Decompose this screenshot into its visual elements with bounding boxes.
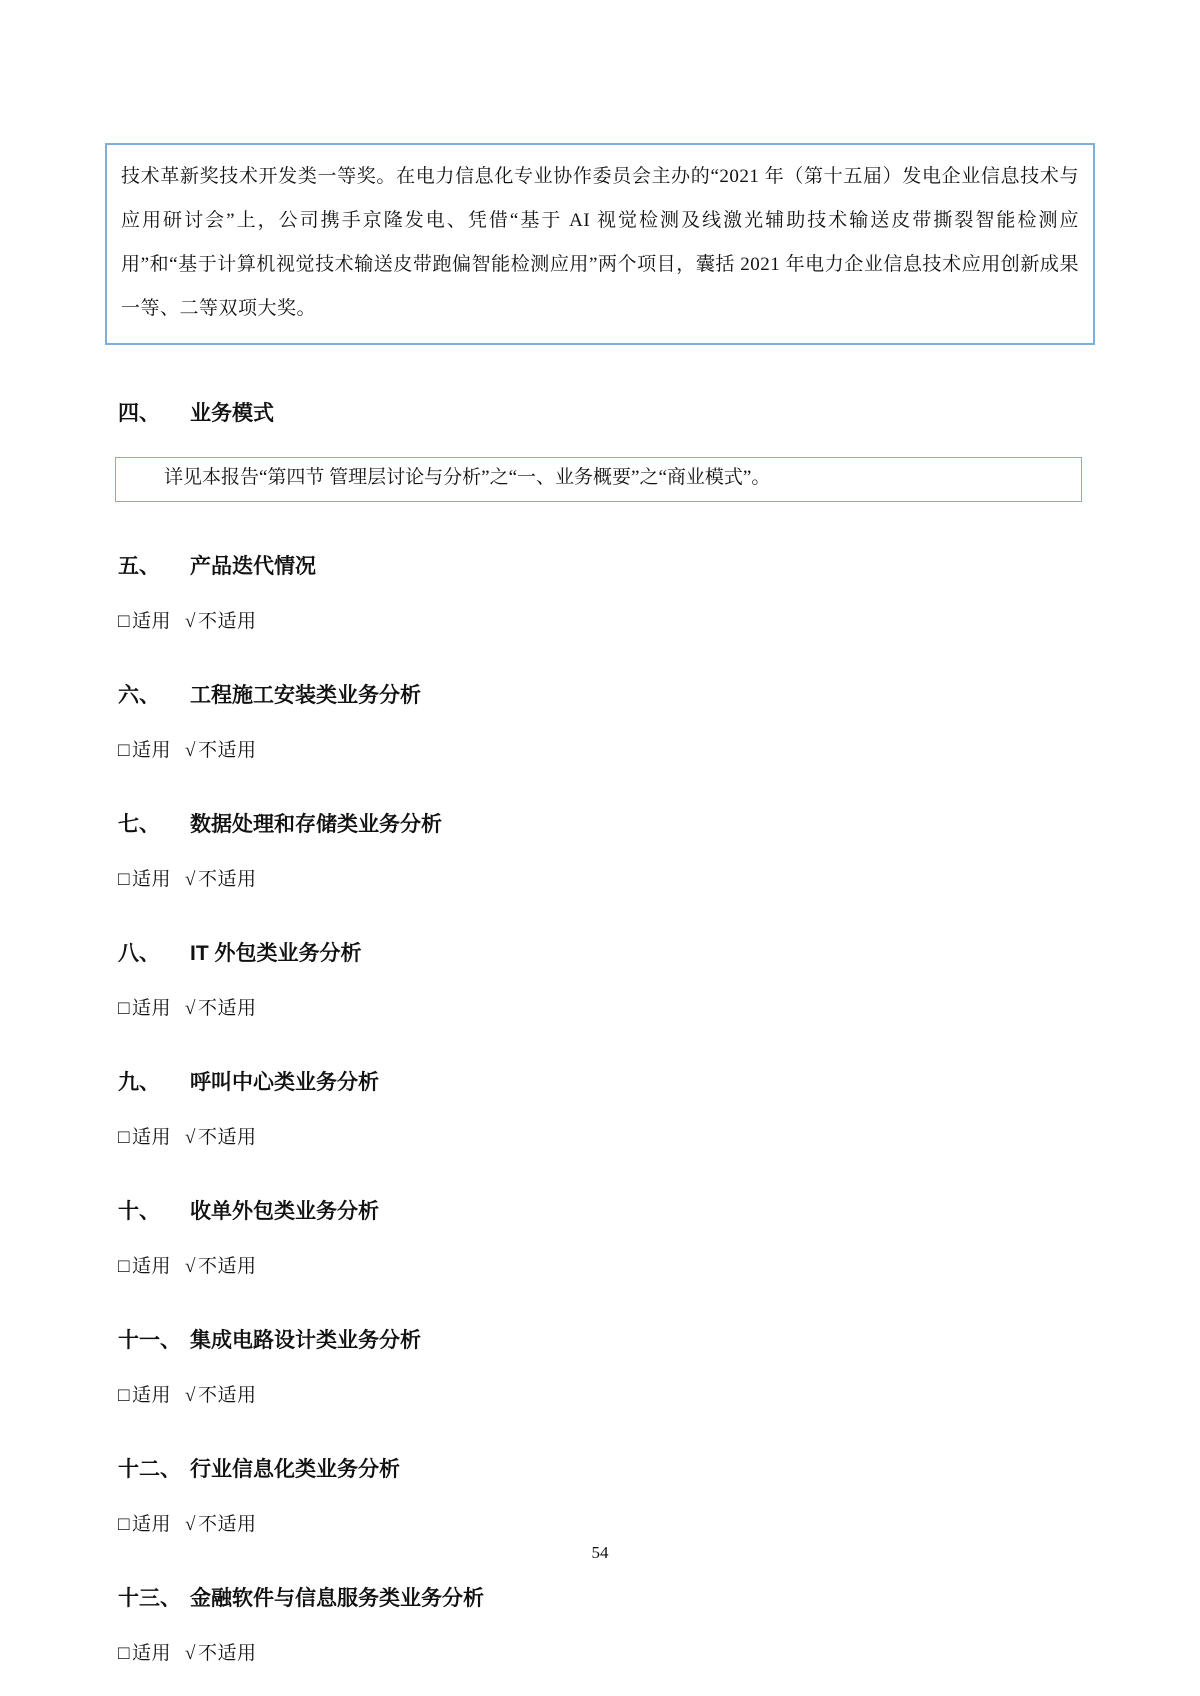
checkmark-icon: √ — [185, 868, 196, 890]
report-section — [105, 679, 1095, 762]
section-number: 八、 — [118, 941, 160, 965]
checkmark-icon: √ — [185, 610, 196, 632]
section-heading — [105, 550, 1095, 580]
applicability-line — [105, 1251, 1095, 1278]
page-number — [0, 1543, 1200, 1563]
section-title: 产品迭代情况 — [190, 554, 316, 578]
section-title: 行业信息化类业务分析 — [190, 1457, 400, 1481]
section-heading — [105, 937, 1095, 967]
checkmark-icon: √ — [185, 1513, 196, 1535]
applicable-label: 适用 — [131, 610, 171, 632]
section-number: 十一、 — [118, 1328, 181, 1352]
applicability-line — [105, 1380, 1095, 1407]
section-title: 收单外包类业务分析 — [190, 1199, 379, 1223]
applicability-line — [105, 1509, 1095, 1536]
checkmark-icon: √ — [185, 739, 196, 761]
applicable-label: 适用 — [131, 997, 171, 1019]
section-title: 集成电路设计类业务分析 — [190, 1328, 421, 1352]
section-title: 工程施工安装类业务分析 — [190, 683, 421, 707]
award-paragraph-box — [105, 143, 1095, 345]
not-applicable-label: 不适用 — [197, 610, 257, 632]
applicable-label: 适用 — [131, 1126, 171, 1148]
applicable-label: 适用 — [131, 868, 171, 890]
report-section — [105, 937, 1095, 1020]
section-heading — [105, 1453, 1095, 1483]
report-section — [105, 1324, 1095, 1407]
section-heading-business-model — [105, 397, 1095, 427]
section-heading — [105, 808, 1095, 838]
checkmark-icon: √ — [185, 1255, 196, 1277]
applicable-label: 适用 — [131, 739, 171, 761]
section-number: 四、 — [118, 402, 160, 426]
section-number: 九、 — [118, 1070, 160, 1094]
section-number: 十三、 — [118, 1586, 181, 1610]
section-title: 数据处理和存储类业务分析 — [190, 812, 442, 836]
section-heading — [105, 679, 1095, 709]
checkmark-icon: √ — [185, 1384, 196, 1406]
section-title: 呼叫中心类业务分析 — [190, 1070, 379, 1094]
not-applicable-label: 不适用 — [197, 1384, 257, 1406]
section-number: 十二、 — [118, 1457, 181, 1481]
section-heading — [105, 1324, 1095, 1354]
unchecked-checkbox-icon: □ — [118, 1642, 130, 1664]
checkmark-icon: √ — [185, 1642, 196, 1664]
page-number-value: 54 — [591, 1543, 609, 1562]
checkmark-icon: √ — [185, 997, 196, 1019]
section-title: 金融软件与信息服务类业务分析 — [190, 1586, 484, 1610]
unchecked-checkbox-icon: □ — [118, 1126, 130, 1148]
not-applicable-label: 不适用 — [197, 1255, 257, 1277]
section-number: 六、 — [118, 683, 160, 707]
report-section — [105, 1453, 1095, 1536]
not-applicable-label: 不适用 — [197, 739, 257, 761]
section-title: IT 外包类业务分析 — [190, 941, 362, 965]
award-paragraph-text: 技术革新奖技术开发类一等奖。在电力信息化专业协作委员会主办的“2021 年（第十五届）发电企业信息技术与应用研讨会”上，公司携手京隆发电、凭借“基于 AI 视觉检测及线激光辅助技术输送皮带撕裂智能检测应用”和“基于计算机视觉技术输送皮带跑偏智能检测应用”两个项目，囊括 2021 年电力企业信息技术应用创新成果一等、二等双项大奖。 — [121, 166, 1079, 320]
applicability-line — [105, 993, 1095, 1020]
section-title: 业务模式 — [190, 402, 274, 426]
section-number: 十、 — [118, 1199, 160, 1223]
report-section — [105, 1582, 1095, 1665]
unchecked-checkbox-icon: □ — [118, 997, 130, 1019]
section-heading — [105, 1195, 1095, 1225]
applicability-line — [105, 1638, 1095, 1665]
report-section — [105, 1195, 1095, 1278]
applicability-line — [105, 864, 1095, 891]
not-applicable-label: 不适用 — [197, 868, 257, 890]
report-section — [105, 808, 1095, 891]
applicable-label: 适用 — [131, 1513, 171, 1535]
unchecked-checkbox-icon: □ — [118, 739, 130, 761]
unchecked-checkbox-icon: □ — [118, 610, 130, 632]
business-model-note-box — [115, 457, 1082, 502]
report-section — [105, 550, 1095, 633]
not-applicable-label: 不适用 — [197, 1126, 257, 1148]
applicable-label: 适用 — [131, 1384, 171, 1406]
unchecked-checkbox-icon: □ — [118, 1513, 130, 1535]
checkbox-sections — [105, 550, 1095, 1665]
report-section — [105, 1066, 1095, 1149]
not-applicable-label: 不适用 — [197, 1513, 257, 1535]
section-number: 五、 — [118, 554, 160, 578]
unchecked-checkbox-icon: □ — [118, 1255, 130, 1277]
applicable-label: 适用 — [131, 1255, 171, 1277]
applicability-line — [105, 735, 1095, 762]
section-heading — [105, 1582, 1095, 1612]
checkmark-icon: √ — [185, 1126, 196, 1148]
not-applicable-label: 不适用 — [197, 997, 257, 1019]
section-heading — [105, 1066, 1095, 1096]
applicable-label: 适用 — [131, 1642, 171, 1664]
applicability-line — [105, 606, 1095, 633]
applicability-line — [105, 1122, 1095, 1149]
not-applicable-label: 不适用 — [197, 1642, 257, 1664]
unchecked-checkbox-icon: □ — [118, 1384, 130, 1406]
unchecked-checkbox-icon: □ — [118, 868, 130, 890]
business-model-note-text: 详见本报告“第四节 管理层讨论与分析”之“一、业务概要”之“商业模式”。 — [164, 467, 771, 489]
section-number: 七、 — [118, 812, 160, 836]
